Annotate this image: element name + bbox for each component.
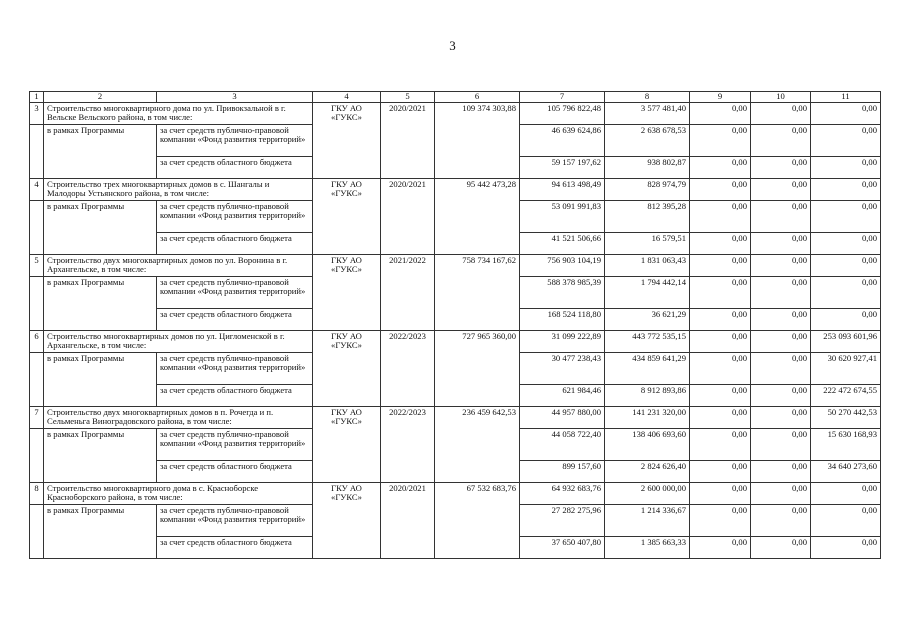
- column-number: 9: [690, 92, 751, 103]
- total-amount: 67 532 683,76: [435, 482, 520, 558]
- project-row: [30, 482, 881, 504]
- cell-col10: 0,00: [751, 330, 811, 352]
- cell-col7: 30 477 238,43: [520, 352, 605, 384]
- cell-col8: 938 802,87: [605, 156, 690, 178]
- project-title: Строительство трех многоквартирных домов в с. Шангалы и Малодоры Устьянского района, в том числе:: [44, 178, 313, 200]
- cell-col11: 0,00: [811, 178, 881, 200]
- cell-col11: 0,00: [811, 308, 881, 330]
- column-number: 4: [313, 92, 381, 103]
- within-program-label: в рамках Программы: [44, 200, 157, 254]
- period: 2021/2022: [381, 254, 435, 330]
- column-number: 10: [751, 92, 811, 103]
- source-region-label: за счет средств областного бюджета: [157, 536, 313, 558]
- cell-col9: 0,00: [690, 330, 751, 352]
- cell-col7: 94 613 498,49: [520, 178, 605, 200]
- cell-col10: 0,00: [751, 178, 811, 200]
- project-row: [30, 330, 881, 352]
- project-row: [30, 254, 881, 276]
- cell-col9: 0,00: [690, 124, 751, 156]
- empty-cell: [30, 352, 44, 406]
- cell-col9: 0,00: [690, 276, 751, 308]
- cell-col8: 16 579,51: [605, 232, 690, 254]
- cell-col7: 46 639 624,86: [520, 124, 605, 156]
- cell-col11: 0,00: [811, 200, 881, 232]
- cell-col9: 0,00: [690, 536, 751, 558]
- customer: ГКУ АО «ГУКС»: [313, 102, 381, 178]
- cell-col8: 2 638 678,53: [605, 124, 690, 156]
- row-number: 6: [30, 330, 44, 352]
- cell-col9: 0,00: [690, 156, 751, 178]
- project-title: Строительство многоквартирного дома в с. Красноборске Красноборского района, в том числе:: [44, 482, 313, 504]
- cell-col8: 1 214 336,67: [605, 504, 690, 536]
- total-amount: 727 965 360,00: [435, 330, 520, 406]
- source-fund-label: за счет средств публично-правовой компании «Фонд развития территорий»: [157, 200, 313, 232]
- cell-col10: 0,00: [751, 482, 811, 504]
- cell-col7: 756 903 104,19: [520, 254, 605, 276]
- cell-col8: 8 912 893,86: [605, 384, 690, 406]
- cell-col9: 0,00: [690, 308, 751, 330]
- cell-col7: 41 521 506,66: [520, 232, 605, 254]
- cell-col10: 0,00: [751, 536, 811, 558]
- cell-col8: 1 385 663,33: [605, 536, 690, 558]
- cell-col9: 0,00: [690, 200, 751, 232]
- cell-col10: 0,00: [751, 384, 811, 406]
- page-number: 3: [449, 38, 456, 53]
- cell-col10: 0,00: [751, 460, 811, 482]
- customer: ГКУ АО «ГУКС»: [313, 482, 381, 558]
- cell-col7: 44 058 722,40: [520, 428, 605, 460]
- total-amount: 109 374 303,88: [435, 102, 520, 178]
- within-program-label: в рамках Программы: [44, 504, 157, 558]
- empty-cell: [30, 504, 44, 558]
- cell-col7: 588 378 985,39: [520, 276, 605, 308]
- cell-col8: 1 831 063,43: [605, 254, 690, 276]
- cell-col9: 0,00: [690, 232, 751, 254]
- cell-col7: 59 157 197,62: [520, 156, 605, 178]
- cell-col10: 0,00: [751, 504, 811, 536]
- within-program-label: в рамках Программы: [44, 352, 157, 406]
- source-fund-label: за счет средств публично-правовой компании «Фонд развития территорий»: [157, 428, 313, 460]
- source-region-label: за счет средств областного бюджета: [157, 232, 313, 254]
- cell-col8: 434 859 641,29: [605, 352, 690, 384]
- cell-col7: 168 524 118,80: [520, 308, 605, 330]
- column-number: 2: [44, 92, 157, 103]
- cell-col11: 0,00: [811, 124, 881, 156]
- cell-col10: 0,00: [751, 232, 811, 254]
- source-fund-label: за счет средств публично-правовой компании «Фонд развития территорий»: [157, 276, 313, 308]
- cell-col8: 812 395,28: [605, 200, 690, 232]
- cell-col8: 828 974,79: [605, 178, 690, 200]
- project-title: Строительство двух многоквартирных домов в п. Рочегда и п. Сельменьга Виноградовского района, в том числе:: [44, 406, 313, 428]
- project-row: [30, 102, 881, 124]
- column-number: 1: [30, 92, 44, 103]
- cell-col8: 2 600 000,00: [605, 482, 690, 504]
- total-amount: 95 442 473,28: [435, 178, 520, 254]
- row-number: 8: [30, 482, 44, 504]
- cell-col11: 50 270 442,53: [811, 406, 881, 428]
- cell-col7: 44 957 880,00: [520, 406, 605, 428]
- source-fund-label: за счет средств публично-правовой компании «Фонд развития территорий»: [157, 124, 313, 156]
- period: 2020/2021: [381, 178, 435, 254]
- cell-col10: 0,00: [751, 352, 811, 384]
- period: 2020/2021: [381, 102, 435, 178]
- cell-col7: 53 091 991,83: [520, 200, 605, 232]
- cell-col10: 0,00: [751, 428, 811, 460]
- cell-col9: 0,00: [690, 504, 751, 536]
- cell-col11: 222 472 674,55: [811, 384, 881, 406]
- customer: ГКУ АО «ГУКС»: [313, 406, 381, 482]
- within-program-label: в рамках Программы: [44, 124, 157, 178]
- column-number: 3: [157, 92, 313, 103]
- cell-col8: 138 406 693,60: [605, 428, 690, 460]
- cell-col11: 0,00: [811, 482, 881, 504]
- total-amount: 236 459 642,53: [435, 406, 520, 482]
- cell-col8: 2 824 626,40: [605, 460, 690, 482]
- total-amount: 758 734 167,62: [435, 254, 520, 330]
- cell-col10: 0,00: [751, 200, 811, 232]
- row-number: 3: [30, 102, 44, 124]
- within-program-label: в рамках Программы: [44, 276, 157, 330]
- cell-col9: 0,00: [690, 352, 751, 384]
- customer: ГКУ АО «ГУКС»: [313, 178, 381, 254]
- empty-cell: [30, 124, 44, 178]
- program-table: [29, 91, 881, 559]
- cell-col7: 621 984,46: [520, 384, 605, 406]
- cell-col7: 31 099 222,89: [520, 330, 605, 352]
- project-row: [30, 406, 881, 428]
- source-fund-label: за счет средств публично-правовой компании «Фонд развития территорий»: [157, 352, 313, 384]
- source-region-label: за счет средств областного бюджета: [157, 308, 313, 330]
- row-number: 4: [30, 178, 44, 200]
- cell-col11: 34 640 273,60: [811, 460, 881, 482]
- cell-col9: 0,00: [690, 428, 751, 460]
- cell-col11: 0,00: [811, 102, 881, 124]
- row-number: 7: [30, 406, 44, 428]
- cell-col10: 0,00: [751, 276, 811, 308]
- cell-col9: 0,00: [690, 254, 751, 276]
- cell-col7: 27 282 275,96: [520, 504, 605, 536]
- cell-col11: 0,00: [811, 232, 881, 254]
- cell-col9: 0,00: [690, 102, 751, 124]
- cell-col9: 0,00: [690, 178, 751, 200]
- column-number: 7: [520, 92, 605, 103]
- cell-col10: 0,00: [751, 124, 811, 156]
- empty-cell: [30, 428, 44, 482]
- period: 2022/2023: [381, 406, 435, 482]
- period: 2020/2021: [381, 482, 435, 558]
- cell-col10: 0,00: [751, 102, 811, 124]
- source-fund-label: за счет средств публично-правовой компании «Фонд развития территорий»: [157, 504, 313, 536]
- cell-col10: 0,00: [751, 406, 811, 428]
- column-number: 11: [811, 92, 881, 103]
- source-region-label: за счет средств областного бюджета: [157, 460, 313, 482]
- column-number: 6: [435, 92, 520, 103]
- cell-col11: 253 093 601,96: [811, 330, 881, 352]
- cell-col7: 64 932 683,76: [520, 482, 605, 504]
- source-region-label: за счет средств областного бюджета: [157, 156, 313, 178]
- period: 2022/2023: [381, 330, 435, 406]
- row-number: 5: [30, 254, 44, 276]
- cell-col8: 3 577 481,40: [605, 102, 690, 124]
- cell-col9: 0,00: [690, 406, 751, 428]
- cell-col10: 0,00: [751, 308, 811, 330]
- customer: ГКУ АО «ГУКС»: [313, 330, 381, 406]
- project-title: Строительство двух многоквартирных домов по ул. Воронина в г. Архангельске, в том числе:: [44, 254, 313, 276]
- cell-col11: 0,00: [811, 504, 881, 536]
- customer: ГКУ АО «ГУКС»: [313, 254, 381, 330]
- cell-col10: 0,00: [751, 254, 811, 276]
- column-numbers-row: [30, 92, 881, 103]
- cell-col11: 0,00: [811, 156, 881, 178]
- column-number: 8: [605, 92, 690, 103]
- project-title: Строительство многоквартирных домов по ул. Цигломенской в г. Архангельске, в том числе:: [44, 330, 313, 352]
- cell-col7: 105 796 822,48: [520, 102, 605, 124]
- empty-cell: [30, 200, 44, 254]
- source-region-label: за счет средств областного бюджета: [157, 384, 313, 406]
- within-program-label: в рамках Программы: [44, 428, 157, 482]
- cell-col8: 1 794 442,14: [605, 276, 690, 308]
- cell-col11: 30 620 927,41: [811, 352, 881, 384]
- cell-col11: 15 630 168,93: [811, 428, 881, 460]
- cell-col11: 0,00: [811, 276, 881, 308]
- empty-cell: [30, 276, 44, 330]
- cell-col8: 141 231 320,00: [605, 406, 690, 428]
- cell-col7: 37 650 407,80: [520, 536, 605, 558]
- cell-col8: 443 772 535,15: [605, 330, 690, 352]
- project-title: Строительство многоквартирного дома по ул. Привокзальной в г. Вельске Вельского района, в том числе:: [44, 102, 313, 124]
- column-number: 5: [381, 92, 435, 103]
- cell-col7: 899 157,60: [520, 460, 605, 482]
- cell-col10: 0,00: [751, 156, 811, 178]
- cell-col11: 0,00: [811, 536, 881, 558]
- cell-col9: 0,00: [690, 384, 751, 406]
- cell-col9: 0,00: [690, 482, 751, 504]
- cell-col8: 36 621,29: [605, 308, 690, 330]
- project-row: [30, 178, 881, 200]
- cell-col11: 0,00: [811, 254, 881, 276]
- cell-col9: 0,00: [690, 460, 751, 482]
